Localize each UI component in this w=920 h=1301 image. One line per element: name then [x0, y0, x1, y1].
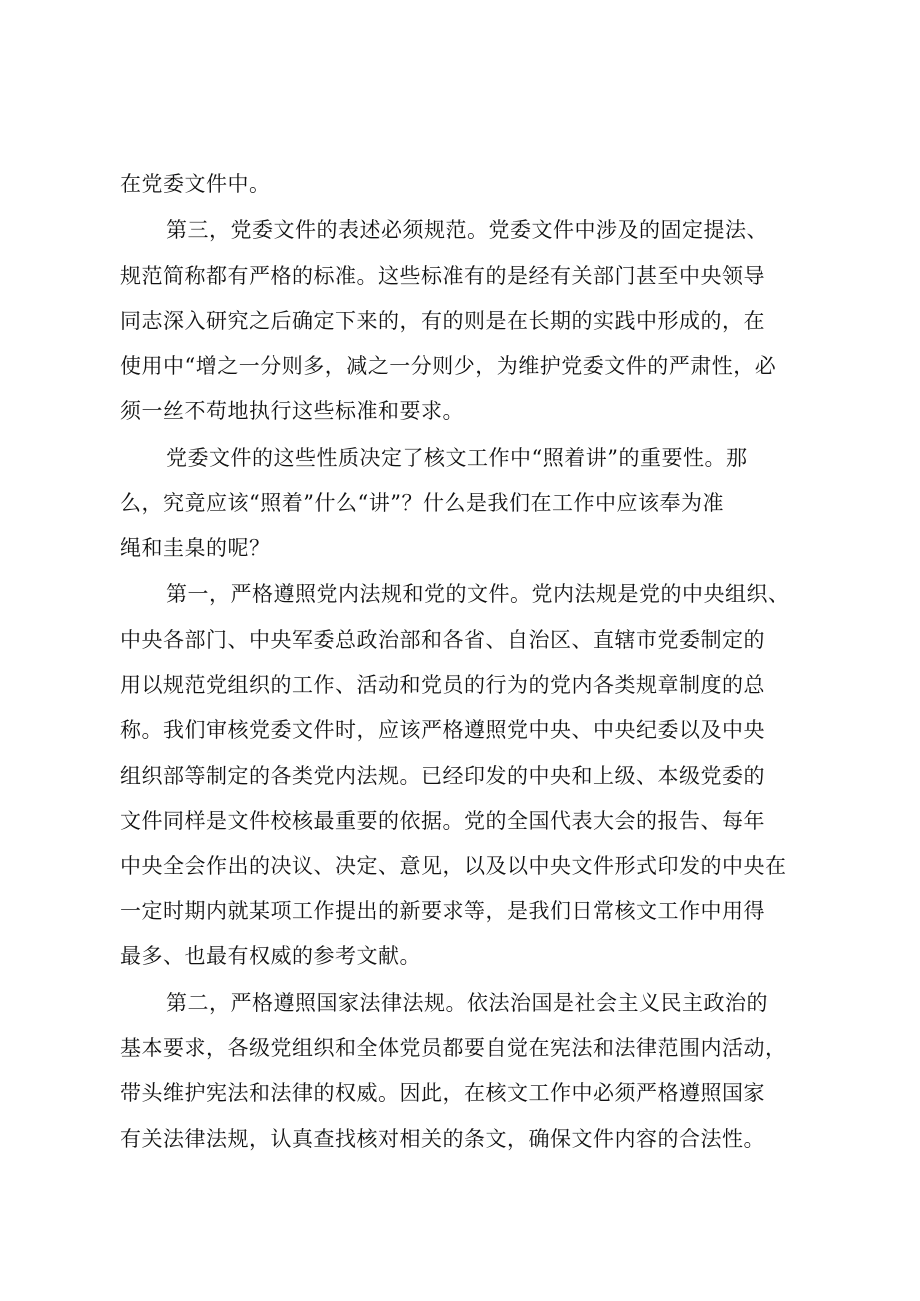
- text-line: 使用中“增之一分则多，减之一分则少，为维护党委文件的严肃性，必: [120, 354, 777, 378]
- text-line: 带头维护宪法和法律的权威。因此，在核文工作中必须严格遵照国家: [120, 1081, 765, 1105]
- text-line: 须一丝不苟地执行这些标准和要求。: [120, 399, 464, 423]
- text-line: 有关法律法规，认真查找核对相关的条文，确保文件内容的合法性。: [120, 1127, 765, 1151]
- text-line: 称。我们审核党委文件时，应该严格遵照党中央、中央纪委以及中央: [120, 718, 765, 742]
- text-line: 同志深入研究之后确定下来的，有的则是在长期的实践中形成的，在: [120, 309, 765, 333]
- text-line: 么，究竟应该“照着”什么“讲”？什么是我们在工作中应该奉为准: [120, 491, 724, 515]
- text-line: 第一，严格遵照党内法规和党的文件。党内法规是党的中央组织、: [166, 582, 790, 606]
- text-line: 中央全会作出的决议、决定、意见，以及以中央文件形式印发的中央在: [120, 854, 787, 878]
- text-line: 最多、也最有权威的参考文献。: [120, 944, 421, 968]
- text-line: 在党委文件中。: [120, 172, 271, 196]
- text-line: 党委文件的这些性质决定了核文工作中“照着讲”的重要性。那: [166, 446, 748, 470]
- text-line: 中央各部门、中央军委总政治部和各省、自治区、直辖市党委制定的: [120, 628, 765, 652]
- text-line: 用以规范党组织的工作、活动和党员的行为的党内各类规章制度的总: [120, 673, 765, 697]
- text-line: 绳和圭臬的呢？: [120, 536, 271, 560]
- text-line: 文件同样是文件校核最重要的依据。党的全国代表大会的报告、每年: [120, 809, 765, 833]
- text-line: 第二，严格遵照国家法律法规。依法治国是社会主义民主政治的: [166, 991, 768, 1015]
- text-line: 基本要求，各级党组织和全体党员都要自觉在宪法和法律范围内活动，: [120, 1036, 787, 1060]
- text-line: 规范简称都有严格的标准。这些标准有的是经有关部门甚至中央领导: [120, 264, 765, 288]
- text-line: 第三，党委文件的表述必须规范。党委文件中涉及的固定提法、: [166, 218, 768, 242]
- text-line: 一定时期内就某项工作提出的新要求等，是我们日常核文工作中用得: [120, 899, 765, 923]
- text-line: 组织部等制定的各类党内法规。已经印发的中央和上级、本级党委的: [120, 764, 765, 788]
